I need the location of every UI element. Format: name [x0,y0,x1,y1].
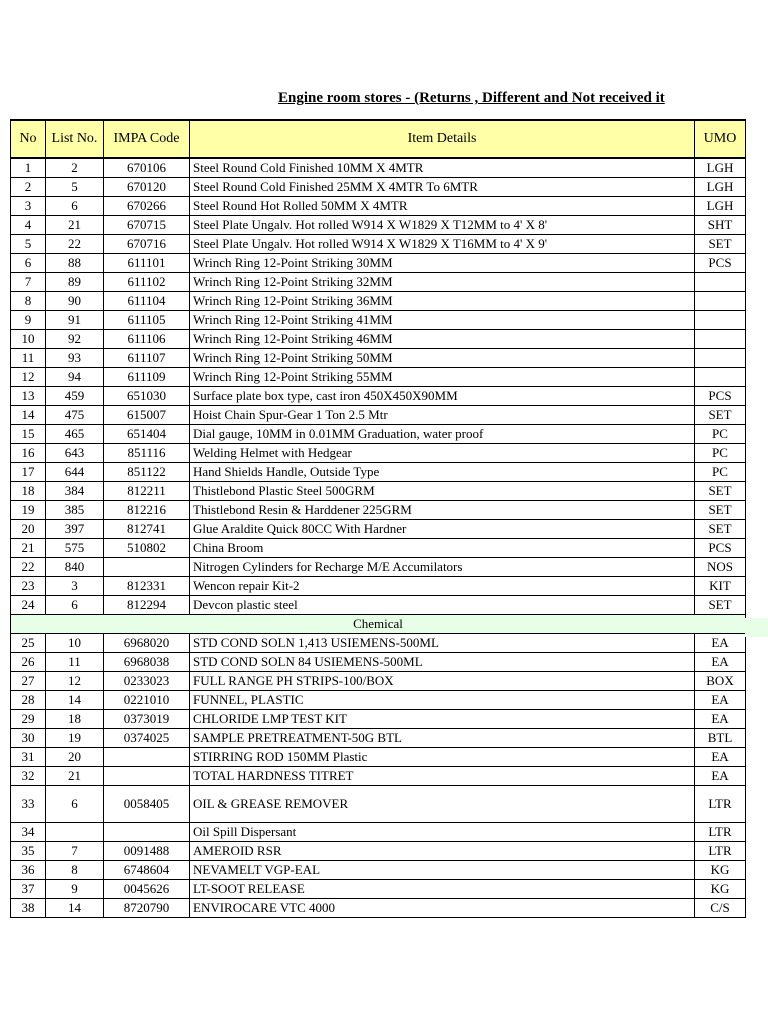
table-row [11,672,746,691]
impa-code-cell: 611101 [104,254,190,273]
row-number-cell: 8 [11,292,46,311]
unit-of-measure-cell: SET [695,235,746,254]
row-number-cell: 36 [11,861,46,880]
item-details-cell: Steel Round Cold Finished 25MM X 4MTR To 6MTR [190,178,695,197]
unit-of-measure-cell: SHT [695,216,746,235]
impa-code-cell: 0373019 [104,710,190,729]
list-number-cell: 94 [46,368,104,387]
list-number-cell: 6 [46,786,104,823]
unit-of-measure-cell [695,311,746,330]
table-row [11,235,746,254]
table-row [11,596,746,615]
list-number-cell: 89 [46,273,104,292]
unit-of-measure-cell [695,349,746,368]
table-row [11,767,746,786]
row-number-cell: 20 [11,520,46,539]
impa-code-cell: 812216 [104,501,190,520]
unit-of-measure-cell: SET [695,596,746,615]
row-number-cell: 23 [11,577,46,596]
table-row [11,501,746,520]
item-details-cell: Welding Helmet with Hedgear [190,444,695,463]
list-number-cell: 384 [46,482,104,501]
table-row [11,425,746,444]
unit-of-measure-cell: SET [695,520,746,539]
item-details-cell: STD COND SOLN 84 USIEMENS-500ML [190,653,695,672]
table-row [11,823,746,842]
row-number-cell: 17 [11,463,46,482]
unit-of-measure-cell: PC [695,444,746,463]
section-row-chemical [11,615,746,634]
item-details-cell: FULL RANGE PH STRIPS-100/BOX [190,672,695,691]
list-number-cell: 643 [46,444,104,463]
list-number-cell: 9 [46,880,104,899]
item-details-cell: Hand Shields Handle, Outside Type [190,463,695,482]
impa-code-cell [104,558,190,577]
impa-code-cell: 8720790 [104,899,190,918]
row-number-cell: 13 [11,387,46,406]
unit-of-measure-cell: KIT [695,577,746,596]
impa-code-cell: 670106 [104,158,190,178]
unit-of-measure-cell: BOX [695,672,746,691]
impa-code-cell: 670120 [104,178,190,197]
list-number-cell: 14 [46,691,104,710]
row-number-cell: 12 [11,368,46,387]
header-umo: UMO [695,120,746,158]
impa-code-cell: 611109 [104,368,190,387]
unit-of-measure-cell: PCS [695,539,746,558]
table-row [11,387,746,406]
item-details-cell: ENVIROCARE VTC 4000 [190,899,695,918]
impa-code-cell: 611104 [104,292,190,311]
list-number-cell: 465 [46,425,104,444]
impa-code-cell: 812741 [104,520,190,539]
item-details-cell: Wencon repair Kit-2 [190,577,695,596]
item-details-cell: Wrinch Ring 12-Point Striking 41MM [190,311,695,330]
table-row [11,311,746,330]
item-details-cell: Steel Round Cold Finished 10MM X 4MTR [190,158,695,178]
impa-code-cell: 6968038 [104,653,190,672]
table-row [11,158,746,178]
list-number-cell: 397 [46,520,104,539]
list-number-cell: 8 [46,861,104,880]
row-number-cell: 18 [11,482,46,501]
impa-code-cell: 6748604 [104,861,190,880]
table-row [11,558,746,577]
item-details-cell: NEVAMELT VGP-EAL [190,861,695,880]
row-number-cell: 19 [11,501,46,520]
impa-code-cell: 0233023 [104,672,190,691]
row-number-cell: 11 [11,349,46,368]
item-details-cell: Wrinch Ring 12-Point Striking 55MM [190,368,695,387]
unit-of-measure-cell: EA [695,767,746,786]
table-row [11,899,746,918]
impa-code-cell: 0221010 [104,691,190,710]
row-number-cell: 31 [11,748,46,767]
table-row [11,842,746,861]
row-number-cell: 15 [11,425,46,444]
table-row [11,368,746,387]
row-number-cell: 7 [11,273,46,292]
table-row [11,254,746,273]
item-details-cell: Devcon plastic steel [190,596,695,615]
row-number-cell: 29 [11,710,46,729]
item-details-cell: Steel Plate Ungalv. Hot rolled W914 X W1829 X T16MM to 4' X 9' [190,235,695,254]
list-number-cell: 575 [46,539,104,558]
table-row [11,273,746,292]
list-number-cell: 840 [46,558,104,577]
list-number-cell: 385 [46,501,104,520]
section-band-extension [745,618,768,637]
list-number-cell: 19 [46,729,104,748]
list-number-cell: 22 [46,235,104,254]
item-details-cell: TOTAL HARDNESS TITRET [190,767,695,786]
impa-code-cell: 0045626 [104,880,190,899]
table-row [11,710,746,729]
unit-of-measure-cell: NOS [695,558,746,577]
table-row [11,748,746,767]
item-details-cell: Wrinch Ring 12-Point Striking 30MM [190,254,695,273]
list-number-cell: 475 [46,406,104,425]
impa-code-cell: 0091488 [104,842,190,861]
row-number-cell: 10 [11,330,46,349]
row-number-cell: 35 [11,842,46,861]
list-number-cell: 88 [46,254,104,273]
unit-of-measure-cell: C/S [695,899,746,918]
unit-of-measure-cell: SET [695,482,746,501]
unit-of-measure-cell: SET [695,501,746,520]
impa-code-cell: 0374025 [104,729,190,748]
header-list-no: List No. [46,120,104,158]
row-number-cell: 16 [11,444,46,463]
impa-code-cell [104,748,190,767]
impa-code-cell: 812211 [104,482,190,501]
row-number-cell: 38 [11,899,46,918]
row-number-cell: 6 [11,254,46,273]
row-number-cell: 28 [11,691,46,710]
item-details-cell: Steel Round Hot Rolled 50MM X 4MTR [190,197,695,216]
impa-code-cell: 611102 [104,273,190,292]
unit-of-measure-cell [695,368,746,387]
table-row [11,539,746,558]
unit-of-measure-cell: EA [695,748,746,767]
unit-of-measure-cell: LGH [695,178,746,197]
item-details-cell: Wrinch Ring 12-Point Striking 36MM [190,292,695,311]
impa-code-cell: 851122 [104,463,190,482]
item-details-cell: China Broom [190,539,695,558]
list-number-cell [46,823,104,842]
unit-of-measure-cell: LTR [695,786,746,823]
unit-of-measure-cell: LGH [695,158,746,178]
list-number-cell: 12 [46,672,104,691]
table-row [11,444,746,463]
table-row [11,786,746,823]
item-details-cell: SAMPLE PRETREATMENT-50G BTL [190,729,695,748]
impa-code-cell: 670716 [104,235,190,254]
impa-code-cell: 611106 [104,330,190,349]
list-number-cell: 21 [46,216,104,235]
table-row [11,463,746,482]
item-details-cell: Hoist Chain Spur-Gear 1 Ton 2.5 Mtr [190,406,695,425]
unit-of-measure-cell: PC [695,425,746,444]
unit-of-measure-cell: EA [695,691,746,710]
list-number-cell: 459 [46,387,104,406]
unit-of-measure-cell [695,292,746,311]
list-number-cell: 2 [46,158,104,178]
item-details-cell: OIL & GREASE REMOVER [190,786,695,823]
row-number-cell: 1 [11,158,46,178]
row-number-cell: 9 [11,311,46,330]
impa-code-cell: 670715 [104,216,190,235]
list-number-cell: 18 [46,710,104,729]
item-details-cell: STD COND SOLN 1,413 USIEMENS-500ML [190,634,695,653]
row-number-cell: 5 [11,235,46,254]
header-item-details: Item Details [190,120,695,158]
unit-of-measure-cell: PCS [695,254,746,273]
list-number-cell: 91 [46,311,104,330]
impa-code-cell [104,767,190,786]
stores-table [10,119,746,918]
unit-of-measure-cell: PC [695,463,746,482]
item-details-cell: AMEROID RSR [190,842,695,861]
row-number-cell: 4 [11,216,46,235]
table-row [11,292,746,311]
unit-of-measure-cell: EA [695,653,746,672]
impa-code-cell: 651030 [104,387,190,406]
table-row [11,880,746,899]
table-row [11,861,746,880]
item-details-cell: Wrinch Ring 12-Point Striking 32MM [190,273,695,292]
impa-code-cell: 611105 [104,311,190,330]
list-number-cell: 14 [46,899,104,918]
unit-of-measure-cell: SET [695,406,746,425]
list-number-cell: 93 [46,349,104,368]
row-number-cell: 30 [11,729,46,748]
unit-of-measure-cell: LTR [695,842,746,861]
item-details-cell: FUNNEL, PLASTIC [190,691,695,710]
unit-of-measure-cell [695,330,746,349]
unit-of-measure-cell: PCS [695,387,746,406]
item-details-cell: Wrinch Ring 12-Point Striking 46MM [190,330,695,349]
row-number-cell: 24 [11,596,46,615]
impa-code-cell: 651404 [104,425,190,444]
impa-code-cell: 611107 [104,349,190,368]
row-number-cell: 33 [11,786,46,823]
item-details-cell: Nitrogen Cylinders for Recharge M/E Accumilators [190,558,695,577]
list-number-cell: 92 [46,330,104,349]
row-number-cell: 37 [11,880,46,899]
row-number-cell: 14 [11,406,46,425]
row-number-cell: 22 [11,558,46,577]
row-number-cell: 34 [11,823,46,842]
impa-code-cell: 615007 [104,406,190,425]
item-details-cell: Glue Araldite Quick 80CC With Hardner [190,520,695,539]
impa-code-cell: 6968020 [104,634,190,653]
unit-of-measure-cell: LTR [695,823,746,842]
row-number-cell: 32 [11,767,46,786]
list-number-cell: 10 [46,634,104,653]
impa-code-cell: 0058405 [104,786,190,823]
unit-of-measure-cell: LGH [695,197,746,216]
header-impa-code: IMPA Code [104,120,190,158]
list-number-cell: 21 [46,767,104,786]
section-label: Chemical [11,615,746,634]
item-details-cell: STIRRING ROD 150MM Plastic [190,748,695,767]
list-number-cell: 11 [46,653,104,672]
table-row [11,216,746,235]
impa-code-cell: 510802 [104,539,190,558]
table-row [11,577,746,596]
row-number-cell: 27 [11,672,46,691]
table-row [11,330,746,349]
row-number-cell: 3 [11,197,46,216]
row-number-cell: 21 [11,539,46,558]
unit-of-measure-cell: EA [695,710,746,729]
table-row [11,729,746,748]
table-body [11,158,746,918]
impa-code-cell: 812331 [104,577,190,596]
page-title: Engine room stores - (Returns , Different and Not received it [278,90,665,106]
list-number-cell: 7 [46,842,104,861]
row-number-cell: 2 [11,178,46,197]
table-row [11,520,746,539]
list-number-cell: 6 [46,596,104,615]
table-row [11,482,746,501]
table-row [11,197,746,216]
header-no: No [11,120,46,158]
item-details-cell: Wrinch Ring 12-Point Striking 50MM [190,349,695,368]
table-row [11,406,746,425]
impa-code-cell: 670266 [104,197,190,216]
table-row [11,653,746,672]
table-row [11,691,746,710]
list-number-cell: 90 [46,292,104,311]
item-details-cell: Steel Plate Ungalv. Hot rolled W914 X W1829 X T12MM to 4' X 8' [190,216,695,235]
list-number-cell: 5 [46,178,104,197]
impa-code-cell: 851116 [104,444,190,463]
item-details-cell: Oil Spill Dispersant [190,823,695,842]
table-row [11,178,746,197]
header-row [11,120,746,158]
unit-of-measure-cell: KG [695,880,746,899]
unit-of-measure-cell: KG [695,861,746,880]
unit-of-measure-cell: BTL [695,729,746,748]
item-details-cell: Dial gauge, 10MM in 0.01MM Graduation, water proof [190,425,695,444]
impa-code-cell: 812294 [104,596,190,615]
item-details-cell: LT-SOOT RELEASE [190,880,695,899]
unit-of-measure-cell [695,273,746,292]
row-number-cell: 26 [11,653,46,672]
item-details-cell: Surface plate box type, cast iron 450X450X90MM [190,387,695,406]
list-number-cell: 3 [46,577,104,596]
impa-code-cell [104,823,190,842]
table-row [11,634,746,653]
item-details-cell: Thistlebond Plastic Steel 500GRM [190,482,695,501]
table-row [11,349,746,368]
item-details-cell: CHLORIDE LMP TEST KIT [190,710,695,729]
list-number-cell: 20 [46,748,104,767]
item-details-cell: Thistlebond Resin & Harddener 225GRM [190,501,695,520]
unit-of-measure-cell: EA [695,634,746,653]
list-number-cell: 6 [46,197,104,216]
row-number-cell: 25 [11,634,46,653]
list-number-cell: 644 [46,463,104,482]
